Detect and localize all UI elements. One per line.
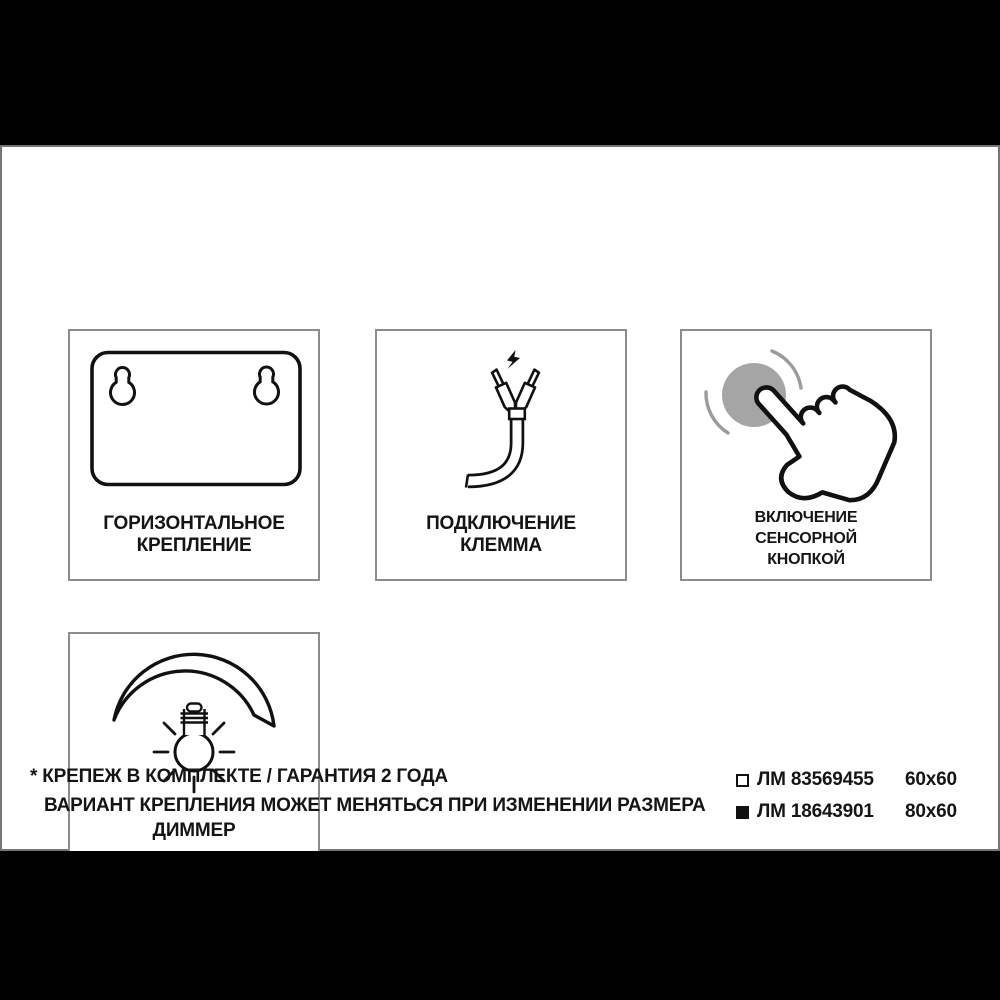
feature-card-touch-switch [680,329,932,581]
feature-label [70,513,318,557]
feature-card-terminal-connection [375,329,627,581]
feature-label [70,820,318,842]
product-marker-filled-square-icon [736,806,749,819]
product-code: ЛМ 83569455 [757,769,874,790]
feature-label-line: ПОДКЛЮЧЕНИЕ [426,513,576,534]
letterbox-bar-top [0,0,1000,145]
footnote-line-1: * КРЕПЕЖ В КОМПЛЕКТЕ / ГАРАНТИЯ 2 ГОДА [30,766,448,787]
footnote-line-2: ВАРИАНТ КРЕПЛЕНИЯ МОЖЕТ МЕНЯТЬСЯ ПРИ ИЗМЕНЕНИИ РАЗМЕРА [44,795,706,816]
feature-label-line: ДИММЕР [152,820,236,841]
feature-label-line: ВКЛЮЧЕНИЕ [754,509,858,526]
feature-label [682,507,930,570]
lightning-bolt-icon [507,350,520,369]
feature-card-dimmer [68,632,320,884]
feature-label-line: КРЕПЛЕНИЕ [136,535,252,556]
letterbox-bar-bottom [0,851,1000,1000]
product-marker-empty-square-icon [736,774,749,787]
dimmer-bulb-arc-icon [70,634,318,882]
product-size: 60x60 [905,769,957,790]
product-size: 80x60 [905,801,957,822]
feature-label-line: СЕНСОРНОЙ [755,530,857,547]
feature-label-line: ГОРИЗОНТАЛЬНОЕ [103,513,285,534]
product-code: ЛМ 18643901 [757,801,874,822]
feature-label [377,513,625,557]
feature-label-line: КЛЕММА [460,535,542,556]
feature-label-line: КНОПКОЙ [767,551,845,568]
feature-card-horizontal-mount [68,329,320,581]
infographic-panel [0,145,1000,851]
bulb-cap [187,704,202,712]
